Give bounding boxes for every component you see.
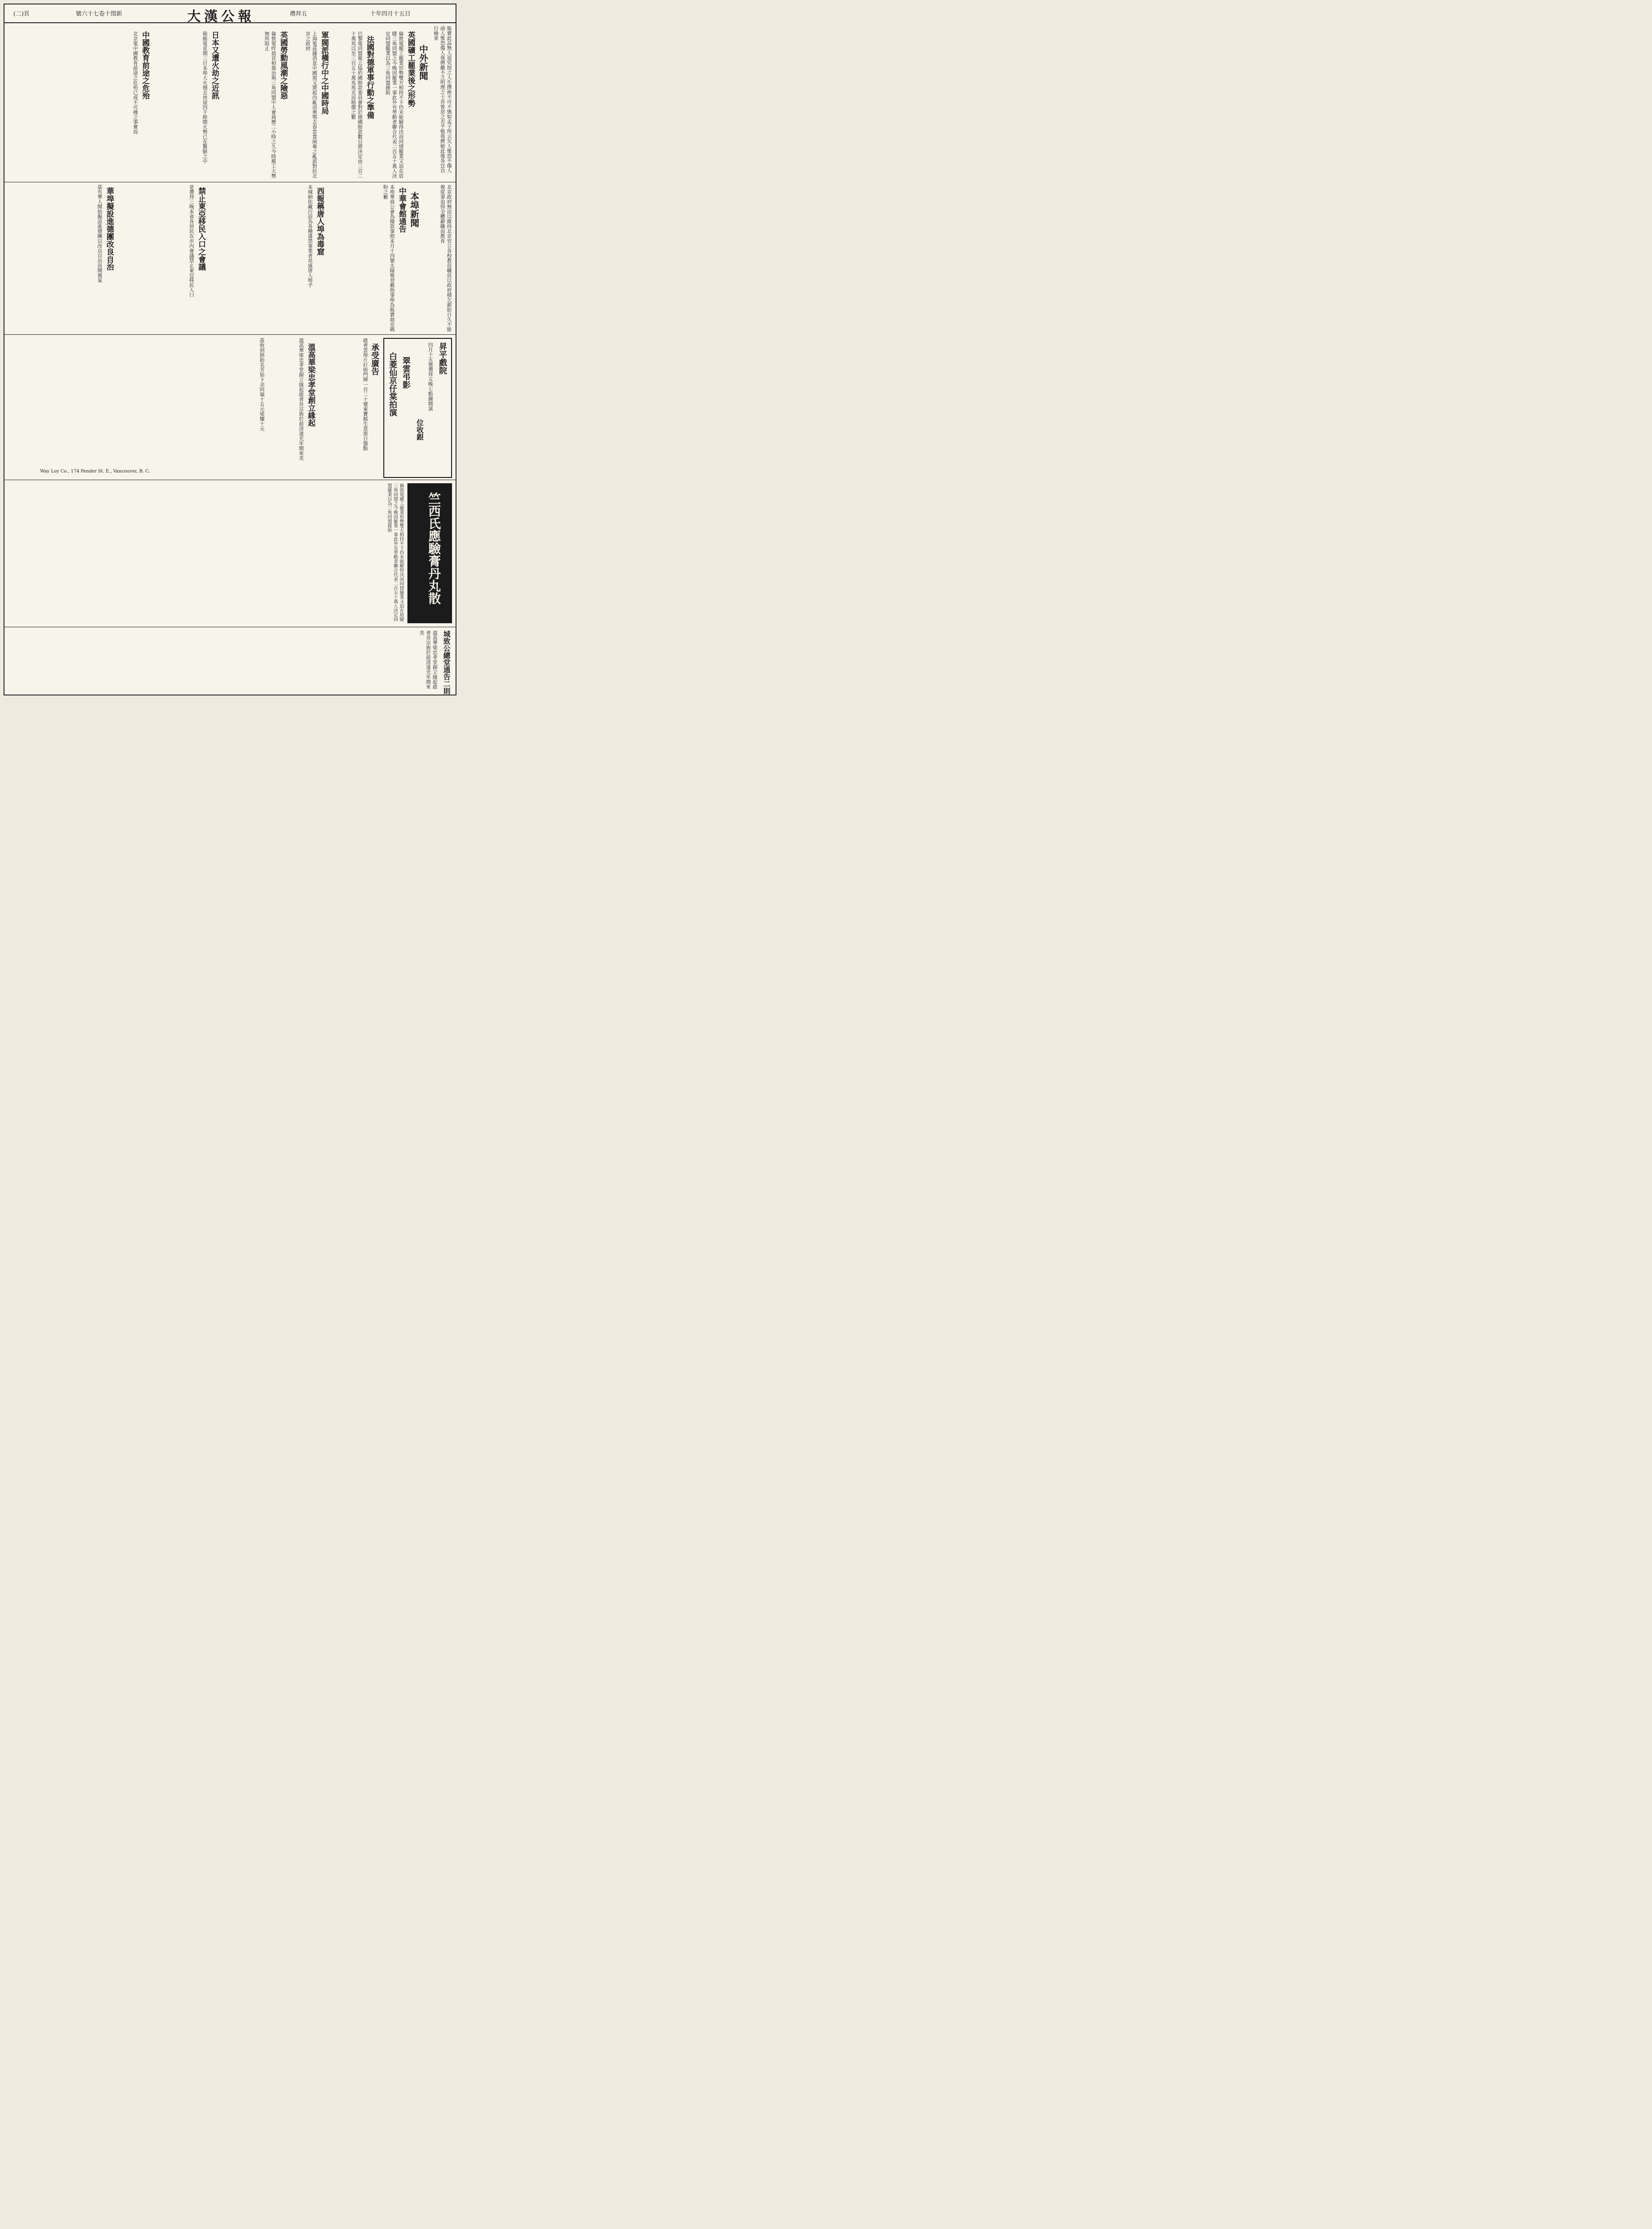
address-line: Way Loy Co., 174 Pender St. E., Vancouver, B. C.: [40, 469, 150, 474]
article-body: 巴黎電同盟報云協約國賠款委員會對於德國賠款數目將決定由三百二十萬兆以至三百五十萬兆馬克而賠償之數: [350, 31, 363, 178]
article-body: 溫高華梁忠孝堂創立緣起啟者吾宗族於前清道光年間來美: [298, 338, 304, 461]
article-body: 是禮拜三晚本省各居民在市內會議禁止東亞移民入口: [189, 185, 194, 297]
headline-notice: 城致公總堂通告二則: [442, 630, 451, 695]
headline-mine-strike: 英國礦工罷業後之形勢: [406, 31, 415, 107]
article-body: 上海電茲據消息中國現又將起內亂而奧鄂去春雲貴兩粵之亂派對抗北京之政府: [305, 31, 317, 178]
issue-date: 十年四月十五日: [370, 11, 411, 17]
masthead: [4, 4, 456, 23]
article-body: 北京政府無法以維持北京官立各校教員職員以政府積欠薪給日久不能複從事迫得全體辭職而教育: [440, 185, 452, 332]
headline-education: 中國教育前途之危殆: [140, 31, 149, 99]
article-body: 倫敦電罷工罷業形勢雙方相持不下仍未能解得決而同情罷業又迫在眉睫三角同盟之今晚因罷業一事此外有勞動者聯合代表二百五十萬人決定同盟罷業以為三角同盟援助: [385, 31, 404, 178]
headline-warlords: 軍閥派橫行中之中國時局: [320, 31, 329, 115]
notice-body: 溫高華梁忠孝堂創立緣起啟者吾宗族於前清道光年間來美: [419, 630, 438, 689]
headline-chinese-association: 中華會館通告: [397, 187, 406, 233]
article-body: 倫敦電昨晨首相喬治與三角同盟中人會商歷二小時之久今時罷工大勢無所阻止: [264, 31, 276, 178]
newspaper-page: [4, 4, 456, 695]
theatre-ad: [383, 338, 452, 478]
weekday: 禮拜五: [290, 11, 308, 17]
headline-accept-ad: 承受廣告: [370, 343, 379, 375]
ad-body-text: 倫敦電罷工罷業形勢雙方相持不下仍未能解得決而同情罷業又迫在眉睫三角同盟之今晚因罷業一事此外有勞動者聯合代表二百五十萬人決定同盟罷業以為三角同盟援助: [386, 483, 403, 621]
theatre-show-2: 翠雲弔影: [401, 357, 411, 389]
theatre-name: 昇平戲院: [438, 342, 447, 374]
headline-british-labour: 英國勞動風潮之險惡: [279, 31, 288, 99]
theatre-show-1: 白菱仙京仔棠拍演: [388, 352, 397, 416]
headline-immigration-meeting: 禁止東亞移民入口之會議: [197, 187, 205, 271]
headline-chinatown: 西報稱唐人埠為毒窟: [315, 187, 324, 255]
theatre-date: 四月十五號禮拜五晚七點鐘開演: [427, 342, 433, 411]
volume-number: 號六十七卷十閏新: [76, 11, 123, 17]
article-body: 本埠華商公會為撥款事照本月十四號太陽報登載指事埠為販賣曲京碼粉之藪: [382, 185, 395, 332]
headline-japan-fire: 日本又遭火劫之近訊: [210, 31, 219, 99]
article-body: 箱館電星期三日本埠大火燒去房屋四千餘間火勢已在驚駭之中: [202, 31, 208, 164]
medicine-brand: 竺西氏應驗膏丹丸散: [427, 492, 441, 605]
section-world-news: 中外新聞: [418, 45, 428, 80]
donation-list: 茲收到捐助名芳如下余同福十五元梁耀十元: [259, 338, 265, 431]
theatre-price: 位收銀: [415, 419, 424, 440]
article-body: 北京電中國教育前途之危殆已成不可掩之事實而: [132, 31, 138, 134]
article-body: 啟者雲埠片打街門牌一百二十號東寶館生意原日盤點: [362, 338, 368, 451]
headline-france-germany: 法國對德軍事行動之準備: [365, 36, 374, 119]
paper-name: 大漢公報: [187, 9, 255, 25]
medicine-ad-banner: [407, 483, 452, 623]
rule-2: [4, 334, 456, 335]
article-body: 本城納佑藏污而為各種違禁事業者其盛唐人埠乎: [307, 185, 313, 288]
section-local-news: 本埠新聞: [409, 192, 419, 227]
article-body: 茲有華人開始擬設進德團以改良自治而開風氣: [97, 185, 103, 283]
page-number: (二)頁: [13, 11, 30, 17]
article-body: 販賣此品無人追究按之人生擇術不可不慎如孟子所云矢人惟恐不傷人函人惟恐傷人我儕雖不乏明理之士亦曾思之否乎勉我儕她此後各宜自行檢束: [433, 26, 452, 173]
headline-self-govt: 華埠擬設進德團改良自治: [105, 187, 114, 271]
headline-liang-hall: 溫高華梁忠孝堂創立緣起: [306, 343, 315, 427]
